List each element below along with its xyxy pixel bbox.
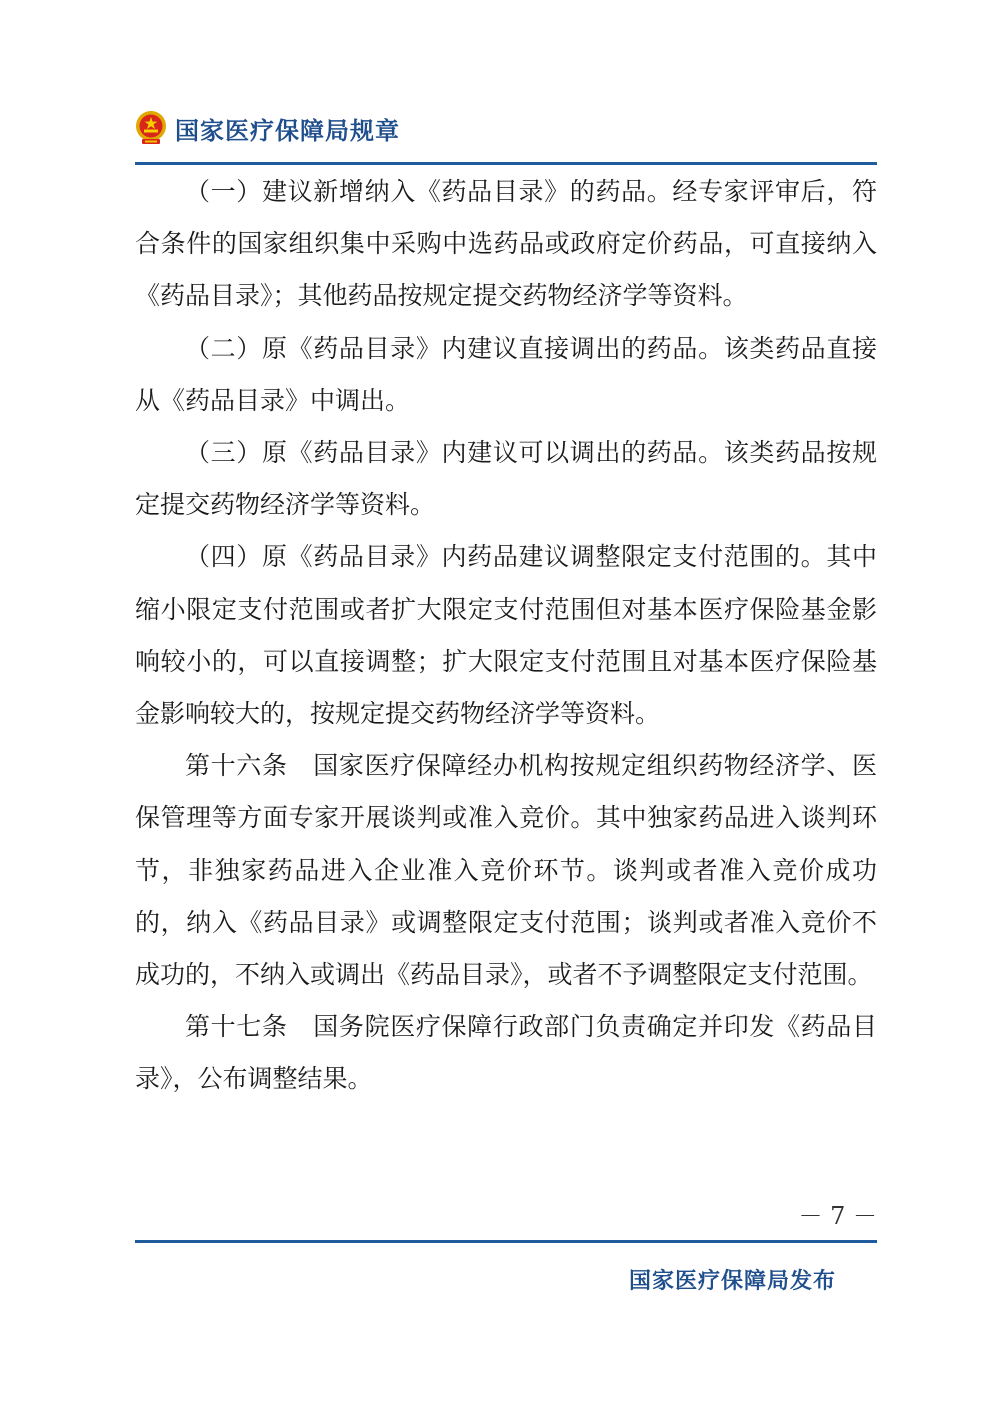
header-divider xyxy=(135,162,877,165)
page-header xyxy=(135,104,400,152)
paragraph-item-1: （一）建议新增纳入《药品目录》的药品。经专家评审后，符合条件的国家组织集中采购中选药品或政府定价药品，可直接纳入《药品目录》；其他药品按规定提交药物经济学等资料。 xyxy=(135,177,877,311)
article-17: 第十七条 国务院医疗保障行政部门负责确定并印发《药品目录》，公布调整结果。 xyxy=(135,1012,877,1094)
paragraph-item-4: （四）原《药品目录》内药品建议调整限定支付范围的。其中缩小限定支付范围或者扩大限定支付范围但对基本医疗保险基金影响较小的，可以直接调整；扩大限定支付范围且对基本医疗保险基金影响较大的，按规定提交药物经济学等资料。 xyxy=(135,542,877,729)
header-title: 国家医疗保障局规章 xyxy=(175,116,400,145)
footer-title: 国家医疗保障局发布 xyxy=(628,1269,836,1294)
footer-divider xyxy=(135,1240,877,1243)
paragraph-item-3: （三）原《药品目录》内建议可以调出的药品。该类药品按规定提交药物经济学等资料。 xyxy=(135,438,877,520)
paragraph-item-2: （二）原《药品目录》内建议直接调出的药品。该类药品直接从《药品目录》中调出。 xyxy=(135,333,877,415)
article-16: 第十六条 国家医疗保障经办机构按规定组织药物经济学、医保管理等方面专家开展谈判或准入竞价。其中独家药品进入谈判环节，非独家药品进入企业准入竞价环节。谈判或者准入竞价成功的，纳入《药品目录》或调整限定支付范围；谈判或者准入竞价不成功的，不纳入或调出《药品目录》，或者不予调整限定支付范围。 xyxy=(135,751,877,990)
document-body xyxy=(135,166,877,1106)
national-emblem-icon xyxy=(135,110,167,146)
page-number: － 7 － xyxy=(798,1202,877,1230)
